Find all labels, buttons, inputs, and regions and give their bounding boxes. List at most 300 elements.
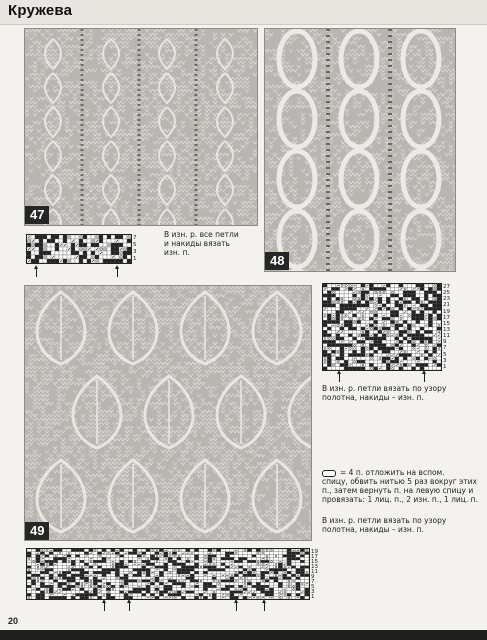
- chart-cell: [172, 593, 176, 596]
- chart-cell: [45, 577, 49, 580]
- chart-cell: [216, 549, 220, 552]
- chart-cell: [433, 301, 437, 304]
- chart-cell: [71, 591, 75, 594]
- caption-line: полотна, накиды – изн. п.: [322, 525, 424, 534]
- chart-cell: [428, 287, 432, 290]
- chart-cell: [305, 574, 309, 577]
- chart-cell: [399, 347, 403, 350]
- chart-cell: [120, 566, 124, 569]
- chart-cell: [274, 557, 278, 560]
- chart-cell: [291, 582, 295, 585]
- chart-cell: [62, 571, 66, 574]
- chart-cell: [239, 549, 243, 552]
- chart-cell: [382, 367, 386, 370]
- chart-cell: [243, 566, 247, 569]
- chart-cell: [106, 549, 110, 552]
- chart-cell: [390, 304, 394, 307]
- chart-cell: [75, 557, 79, 560]
- chart-cell: [31, 593, 35, 596]
- chart-cell: [51, 239, 55, 243]
- chart-cell: [194, 571, 198, 574]
- chart-cell: [274, 577, 278, 580]
- chart-cell: [172, 577, 176, 580]
- chart-cell: [433, 340, 437, 343]
- chart-cell: [47, 243, 51, 247]
- chart-cell: [75, 593, 79, 596]
- chart-cell: [208, 571, 212, 574]
- chart-cell: [71, 552, 75, 555]
- chart-cell: [327, 307, 331, 310]
- chart-cell: [71, 596, 75, 599]
- chart-cell: [386, 297, 390, 300]
- chart-cell: [428, 320, 432, 323]
- chart-cell: [155, 580, 159, 583]
- chart-cell: [87, 259, 91, 263]
- chart-cell: [424, 357, 428, 360]
- chart-cell: [212, 588, 216, 591]
- chart-cell: [340, 357, 344, 360]
- chart-cell: [399, 320, 403, 323]
- chart-cell: [203, 596, 207, 599]
- chart-cell: [256, 555, 260, 558]
- chart-cell: [120, 571, 124, 574]
- chart-cell: [407, 304, 411, 307]
- chart-cell: [433, 324, 437, 327]
- chart-cell: [128, 580, 132, 583]
- chart-cell: [27, 571, 31, 574]
- chart-cell: [164, 563, 168, 566]
- chart-cell: [378, 307, 382, 310]
- chart-cell: [424, 287, 428, 290]
- legend-line: п., затем вернуть п. на левую спицу и: [322, 486, 474, 495]
- chart-cell: [67, 593, 71, 596]
- chart-cell: [51, 247, 55, 251]
- chart-cell: [234, 593, 238, 596]
- chart-cell: [407, 360, 411, 363]
- chart-cell: [395, 327, 399, 330]
- chart-cell: [428, 367, 432, 370]
- chart-cell: [199, 577, 203, 580]
- chart-cell: [357, 340, 361, 343]
- chart-cell: [120, 574, 124, 577]
- chart-cell: [382, 317, 386, 320]
- chart-cell: [203, 585, 207, 588]
- chart-cell: [340, 337, 344, 340]
- chart-cell: [283, 585, 287, 588]
- chart-cell: [283, 574, 287, 577]
- chart-cell: [27, 566, 31, 569]
- chart-cell: [27, 552, 31, 555]
- chart-cell: [433, 353, 437, 356]
- chart-cell: [146, 560, 150, 563]
- chart-cell: [221, 555, 225, 558]
- chart-cell: [300, 568, 304, 571]
- chart-cell: [51, 243, 55, 247]
- chart-cell: [296, 588, 300, 591]
- chart-cell: [133, 549, 137, 552]
- chart-cell: [27, 555, 31, 558]
- chart-cell: [95, 251, 99, 255]
- chart-cell: [395, 367, 399, 370]
- chart-cell: [67, 255, 71, 259]
- chart-cell: [353, 330, 357, 333]
- chart-cell: [395, 287, 399, 290]
- chart-cell: [27, 243, 31, 247]
- chart-cell: [111, 549, 115, 552]
- chart-cell: [287, 560, 291, 563]
- chart-cell: [49, 574, 53, 577]
- chart-cell: [239, 571, 243, 574]
- chart-cell: [31, 571, 35, 574]
- chart-cell: [111, 593, 115, 596]
- chart-cell: [234, 568, 238, 571]
- chart-cell: [437, 357, 441, 360]
- chart-cell: [181, 585, 185, 588]
- chart-cell: [67, 577, 71, 580]
- chart-cell: [87, 243, 91, 247]
- chart-cell: [159, 568, 163, 571]
- chart-cell: [420, 360, 424, 363]
- chart-cell: [252, 582, 256, 585]
- chart-cell: [55, 247, 59, 251]
- chart-cell: [416, 330, 420, 333]
- chart-cell: [265, 591, 269, 594]
- chart-cell: [291, 560, 295, 563]
- chart-row-number: 15: [311, 559, 318, 565]
- chart-cell: [225, 585, 229, 588]
- chart-cell: [365, 334, 369, 337]
- chart-cell: [35, 251, 39, 255]
- chart-cell: [98, 580, 102, 583]
- chart-cell: [344, 320, 348, 323]
- chart-cell: [382, 310, 386, 313]
- chart-cell: [115, 247, 119, 251]
- chart-cell: [45, 593, 49, 596]
- chart-cell: [159, 571, 163, 574]
- chart-cell: [416, 284, 420, 287]
- chart-cell: [252, 557, 256, 560]
- chart-cell: [164, 571, 168, 574]
- chart-cell: [369, 291, 373, 294]
- chart-cell: [382, 360, 386, 363]
- chart-cell: [416, 314, 420, 317]
- chart-cell: [83, 239, 87, 243]
- chart-cell: [127, 243, 131, 247]
- chart-cell: [31, 568, 35, 571]
- chart-cell: [168, 588, 172, 591]
- chart-cell: [221, 568, 225, 571]
- legend-line: = 4 п. отложить на вспом.: [340, 468, 445, 477]
- chart-cell: [199, 582, 203, 585]
- chart-cell: [40, 582, 44, 585]
- chart-cell: [111, 568, 115, 571]
- chart-cell: [327, 367, 331, 370]
- chart-cell: [323, 367, 327, 370]
- chart-cell: [208, 591, 212, 594]
- chart-cell: [403, 301, 407, 304]
- chart-cell: [437, 327, 441, 330]
- chart-cell: [305, 560, 309, 563]
- chart-cell: [93, 582, 97, 585]
- chart-cell: [212, 577, 216, 580]
- chart-cell: [344, 367, 348, 370]
- chart-cell: [106, 568, 110, 571]
- chart-cell: [128, 568, 132, 571]
- chart-cell: [390, 294, 394, 297]
- chart-cell: [150, 591, 154, 594]
- chart-row-number: 13: [443, 327, 450, 333]
- chart-cell: [382, 297, 386, 300]
- chart-cell: [59, 251, 63, 255]
- chart-cell: [428, 353, 432, 356]
- chart-cell: [124, 568, 128, 571]
- pattern-49-number: 49: [25, 522, 49, 540]
- chart-cell: [62, 552, 66, 555]
- chart-cell: [133, 582, 137, 585]
- chart-cell: [300, 588, 304, 591]
- chart-cell: [407, 284, 411, 287]
- chart-cell: [340, 287, 344, 290]
- chart-cell: [357, 363, 361, 366]
- chart-cell: [58, 555, 62, 558]
- chart-cell: [424, 337, 428, 340]
- chart-cell: [386, 344, 390, 347]
- chart-cell: [327, 294, 331, 297]
- chart-cell: [291, 566, 295, 569]
- chart-cell: [327, 330, 331, 333]
- chart-cell: [27, 585, 31, 588]
- chart-cell: [203, 552, 207, 555]
- chart-cell: [331, 350, 335, 353]
- chart-cell: [420, 297, 424, 300]
- chart-cell: [58, 582, 62, 585]
- chart-cell: [407, 350, 411, 353]
- chart-cell: [428, 344, 432, 347]
- chart-cell: [63, 247, 67, 251]
- chart-cell: [102, 557, 106, 560]
- chart-cell: [123, 259, 127, 263]
- chart-cell: [269, 555, 273, 558]
- chart-cell: [31, 580, 35, 583]
- chart-cell: [102, 566, 106, 569]
- chart-cell: [155, 571, 159, 574]
- chart-cell: [243, 557, 247, 560]
- chart-cell: [216, 596, 220, 599]
- chart-cell: [278, 549, 282, 552]
- chart-cell: [142, 557, 146, 560]
- chart-cell: [382, 334, 386, 337]
- chart-cell: [51, 251, 55, 255]
- chart-cell: [323, 297, 327, 300]
- chart-cell: [120, 596, 124, 599]
- chart-cell: [115, 255, 119, 259]
- chart-cell: [36, 549, 40, 552]
- chart-cell: [395, 357, 399, 360]
- chart-row-number: 21: [443, 302, 450, 309]
- chart-cell: [291, 571, 295, 574]
- caption-line: В изн. р. петли вязать по узору: [322, 384, 447, 393]
- chart-cell: [416, 294, 420, 297]
- chart-cell: [120, 593, 124, 596]
- chart-cell: [181, 582, 185, 585]
- chart-cell: [336, 314, 340, 317]
- chart-cell: [115, 596, 119, 599]
- chart-cell: [428, 340, 432, 343]
- chart-cell: [120, 552, 124, 555]
- chart-cell: [403, 347, 407, 350]
- chart-cell: [45, 555, 49, 558]
- chart-cell: [256, 585, 260, 588]
- chart-cell: [369, 314, 373, 317]
- chart-cell: [340, 344, 344, 347]
- chart-cell: [274, 582, 278, 585]
- chart-cell: [102, 574, 106, 577]
- chart-cell: [40, 591, 44, 594]
- chart-cell: [344, 340, 348, 343]
- chart-cell: [199, 563, 203, 566]
- chart-cell: [348, 350, 352, 353]
- chart-cell: [274, 571, 278, 574]
- chart-cell: [49, 571, 53, 574]
- chart-cell: [386, 347, 390, 350]
- chart-cell: [71, 585, 75, 588]
- chart-cell: [111, 557, 115, 560]
- pattern-47-photo: [24, 28, 258, 226]
- chart-cell: [159, 582, 163, 585]
- chart-cell: [49, 563, 53, 566]
- chart-cell: [49, 557, 53, 560]
- chart-cell: [420, 287, 424, 290]
- chart-cell: [159, 560, 163, 563]
- chart-cell: [348, 297, 352, 300]
- chart-cell: [369, 317, 373, 320]
- chart-cell: [348, 367, 352, 370]
- chart-cell: [89, 568, 93, 571]
- chart-cell: [336, 291, 340, 294]
- chart-cell: [120, 588, 124, 591]
- chart-cell: [274, 588, 278, 591]
- chart-cell: [344, 294, 348, 297]
- chart-cell: [386, 337, 390, 340]
- chart-cell: [344, 334, 348, 337]
- chart-cell: [225, 557, 229, 560]
- chart-cell: [433, 327, 437, 330]
- chart-cell: [357, 353, 361, 356]
- chart-cell: [106, 580, 110, 583]
- chart-cell: [382, 301, 386, 304]
- pattern-47-start-arrow: [36, 268, 37, 277]
- chart-cell: [98, 574, 102, 577]
- pattern-49-end-arrow-2: [264, 602, 265, 611]
- chart-cell: [348, 320, 352, 323]
- chart-row-number: 3: [133, 249, 137, 255]
- chart-cell: [399, 310, 403, 313]
- chart-cell: [27, 255, 31, 259]
- chart-cell: [93, 588, 97, 591]
- chart-cell: [221, 563, 225, 566]
- chart-cell: [172, 560, 176, 563]
- chart-cell: [221, 560, 225, 563]
- chart-cell: [150, 582, 154, 585]
- chart-cell: [374, 287, 378, 290]
- chart-cell: [407, 301, 411, 304]
- chart-cell: [269, 574, 273, 577]
- chart-cell: [403, 324, 407, 327]
- chart-cell: [194, 563, 198, 566]
- chart-cell: [115, 568, 119, 571]
- chart-cell: [382, 327, 386, 330]
- chart-cell: [252, 585, 256, 588]
- chart-cell: [305, 593, 309, 596]
- chart-cell: [243, 596, 247, 599]
- chart-cell: [256, 557, 260, 560]
- chart-cell: [412, 353, 416, 356]
- chart-cell: [146, 591, 150, 594]
- chart-cell: [221, 591, 225, 594]
- chart-cell: [234, 577, 238, 580]
- chart-cell: [382, 337, 386, 340]
- chart-cell: [199, 552, 203, 555]
- chart-cell: [115, 563, 119, 566]
- page-number: 20: [8, 616, 19, 626]
- chart-cell: [45, 568, 49, 571]
- chart-cell: [67, 251, 71, 255]
- chart-cell: [331, 284, 335, 287]
- chart-row-number: 23: [443, 296, 450, 303]
- chart-cell: [407, 340, 411, 343]
- chart-cell: [399, 353, 403, 356]
- chart-cell: [107, 255, 111, 259]
- chart-cell: [62, 582, 66, 585]
- chart-cell: [357, 330, 361, 333]
- chart-cell: [416, 317, 420, 320]
- chart-cell: [36, 596, 40, 599]
- chart-cell: [407, 347, 411, 350]
- chart-cell: [75, 560, 79, 563]
- chart-cell: [357, 304, 361, 307]
- chart-cell: [336, 294, 340, 297]
- chart-cell: [239, 582, 243, 585]
- chart-cell: [172, 582, 176, 585]
- chart-cell: [208, 566, 212, 569]
- chart-cell: [75, 566, 79, 569]
- chart-cell: [437, 294, 441, 297]
- chart-cell: [80, 568, 84, 571]
- chart-cell: [369, 360, 373, 363]
- chart-cell: [194, 557, 198, 560]
- chart-cell: [59, 235, 63, 239]
- chart-cell: [428, 317, 432, 320]
- chart-cell: [382, 347, 386, 350]
- chart-cell: [186, 555, 190, 558]
- chart-cell: [369, 330, 373, 333]
- chart-cell: [186, 577, 190, 580]
- chart-cell: [199, 560, 203, 563]
- chart-cell: [247, 593, 251, 596]
- chart-cell: [71, 574, 75, 577]
- chart-cell: [181, 571, 185, 574]
- chart-cell: [194, 585, 198, 588]
- chart-cell: [361, 307, 365, 310]
- chart-cell: [142, 588, 146, 591]
- chart-cell: [199, 591, 203, 594]
- chart-cell: [412, 337, 416, 340]
- chart-cell: [71, 555, 75, 558]
- chart-cell: [75, 555, 79, 558]
- chart-cell: [89, 577, 93, 580]
- chart-cell: [437, 320, 441, 323]
- chart-cell: [287, 588, 291, 591]
